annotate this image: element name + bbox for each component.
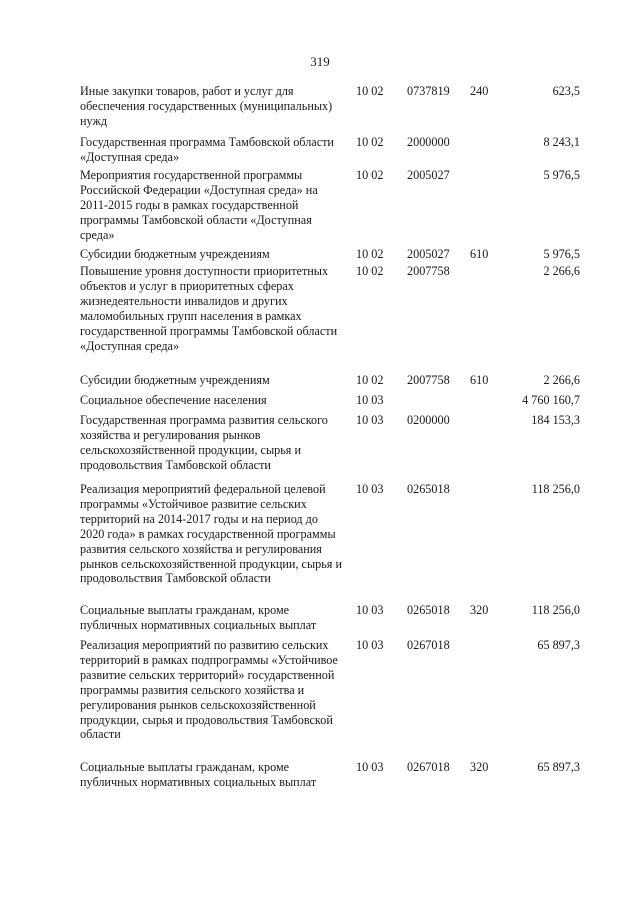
row-amount: 4 760 160,7 — [522, 393, 580, 407]
row-name: Социальное обеспечение населения — [80, 393, 267, 407]
row-amount: 2 266,6 — [543, 264, 580, 278]
row-section-code: 10 02 — [356, 84, 384, 98]
row-target-code: 0265018 — [407, 482, 450, 496]
row-name: Субсидии бюджетным учреждениям — [80, 373, 270, 387]
page-number: 319 — [310, 54, 330, 69]
row-amount: 623,5 — [552, 84, 580, 98]
row-section-code: 10 02 — [356, 135, 384, 149]
row-name: Реализация мероприятий федеральной целевой программы «Устойчивое развитие сельских территорий на 2014-2017 годы и на период до 2020 года» в рамках государственной программы развития сельского хозяйства и регулирования рынков сельскохозяйственной продукции, сырья и продовольствия Тамбовской области — [80, 482, 342, 586]
row-name: Мероприятия государственной программы Российской Федерации «Доступная среда» на 2011-2015 годы в рамках государственной программы Тамбовской области «Доступная среда» — [80, 168, 318, 242]
row-target-code: 0737819 — [407, 84, 450, 98]
row-target-code: 2005027 — [407, 168, 450, 182]
row-name: Социальные выплаты гражданам, кроме публичных нормативных социальных выплат — [80, 603, 317, 632]
row-target-code: 0267018 — [407, 760, 450, 774]
row-amount: 5 976,5 — [543, 247, 580, 261]
row-name: Иные закупки товаров, работ и услуг для обеспечения государственных (муниципальных) нужд — [80, 84, 333, 128]
row-target-code: 2007758 — [407, 264, 450, 278]
row-target-code: 0265018 — [407, 603, 450, 617]
row-name: Социальные выплаты гражданам, кроме публичных нормативных социальных выплат — [80, 760, 317, 789]
row-amount: 65 897,3 — [537, 760, 580, 774]
row-target-code: 0200000 — [407, 413, 450, 427]
row-section-code: 10 03 — [356, 413, 384, 427]
row-section-code: 10 03 — [356, 760, 384, 774]
row-expense-type: 610 — [470, 373, 489, 387]
row-amount: 118 256,0 — [531, 603, 580, 617]
row-target-code: 0267018 — [407, 638, 450, 652]
row-target-code: 2005027 — [407, 247, 450, 261]
row-amount: 65 897,3 — [537, 638, 580, 652]
row-target-code: 2007758 — [407, 373, 450, 387]
row-name: Субсидии бюджетным учреждениям — [80, 247, 270, 261]
row-section-code: 10 03 — [356, 638, 384, 652]
row-section-code: 10 03 — [356, 603, 384, 617]
row-section-code: 10 02 — [356, 168, 384, 182]
row-target-code: 2000000 — [407, 135, 450, 149]
row-name: Реализация мероприятий по развитию сельских территорий в рамках подпрограммы «Устойчивое развитие сельских территорий» государственной программы развития сельского хозяйства и регулирования рынков сельскохозяйственной продукции, сырья и продовольствия Тамбовской области — [80, 638, 338, 742]
row-amount: 118 256,0 — [531, 482, 580, 496]
row-amount: 5 976,5 — [543, 168, 580, 182]
row-expense-type: 320 — [470, 603, 489, 617]
row-expense-type: 240 — [470, 84, 489, 98]
row-section-code: 10 02 — [356, 373, 384, 387]
row-amount: 2 266,6 — [543, 373, 580, 387]
row-expense-type: 320 — [470, 760, 489, 774]
row-section-code: 10 03 — [356, 482, 384, 496]
row-name: Государственная программа Тамбовской области «Доступная среда» — [80, 135, 334, 164]
row-section-code: 10 02 — [356, 264, 384, 278]
row-amount: 8 243,1 — [543, 135, 580, 149]
row-section-code: 10 02 — [356, 247, 384, 261]
row-name: Повышение уровня доступности приоритетных объектов и услуг в приоритетных сферах жизнедеятельности инвалидов и других маломобильных групп населения в рамках государственной программы Тамбовской области «Доступная среда» — [80, 264, 338, 353]
row-amount: 184 153,3 — [531, 413, 580, 427]
row-name: Государственная программа развития сельского хозяйства и регулирования рынков сельскохозяйственной продукции, сырья и продовольствия Тамбовской области — [80, 413, 328, 472]
row-section-code: 10 03 — [356, 393, 384, 407]
row-expense-type: 610 — [470, 247, 489, 261]
